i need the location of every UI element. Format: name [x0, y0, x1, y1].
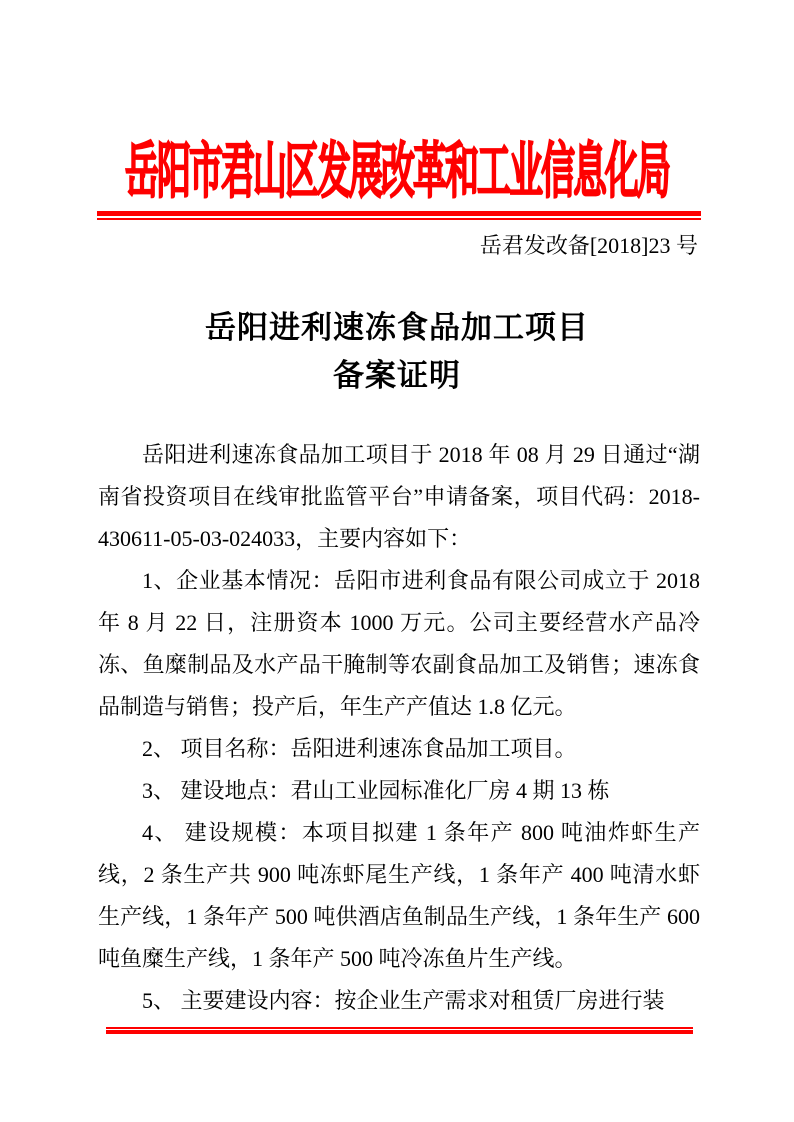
body-paragraph-intro: 岳阳进利速冻食品加工项目于 2018 年 08 月 29 日通过“湖南省投资项目在线审批监管平台”申请备案，项目代码：2018-430611-05-03-024033，主要内容如下： [98, 442, 700, 551]
body-paragraph-company-basics: 1、企业基本情况：岳阳市进利食品有限公司成立于 2018 年 8 月 22 日，注册资本 1000 万元。公司主要经营水产品冷冻、鱼糜制品及水产品干腌制等农副食品加工及销售；速冻食品制造与销售；投产后，年生产产值达 1.8 亿元。 [98, 568, 700, 719]
agency-title: 岳阳市君山区发展改革和工业信息化局 [125, 139, 669, 206]
footer-separator [106, 1027, 693, 1034]
header-separator [97, 211, 701, 220]
agency-masthead [0, 131, 794, 206]
header-separator-thin-rule [97, 218, 701, 220]
body-paragraph-scale: 4、 建设规模：本项目拟建 1 条年产 800 吨油炸虾生产线，2 条生产共 900 吨冻虾尾生产线，1 条年产 400 吨清水虾生产线，1 条年产 500 吨供酒店鱼制品生产线，1 条年生产 600 吨鱼糜生产线，1 条年产 500 吨冷冻鱼片生产线。 [98, 820, 700, 971]
document-title-line2: 备案证明 [333, 358, 461, 393]
footer-separator-thick-rule [106, 1030, 693, 1034]
document-body [98, 434, 700, 1022]
document-title-line1: 岳阳进利速冻食品加工项目 [205, 310, 589, 345]
body-paragraph-main-content: 5、 主要建设内容：按企业生产需求对租赁厂房进行装 [142, 988, 665, 1013]
document-number: 岳君发改备[2018]23 号 [479, 233, 698, 258]
body-paragraph-project-name: 2、 项目名称：岳阳进利速冻食品加工项目。 [142, 736, 577, 761]
document-title [0, 304, 794, 400]
body-paragraph-location: 3、 建设地点：君山工业园标准化厂房 4 期 13 栋 [142, 778, 610, 803]
